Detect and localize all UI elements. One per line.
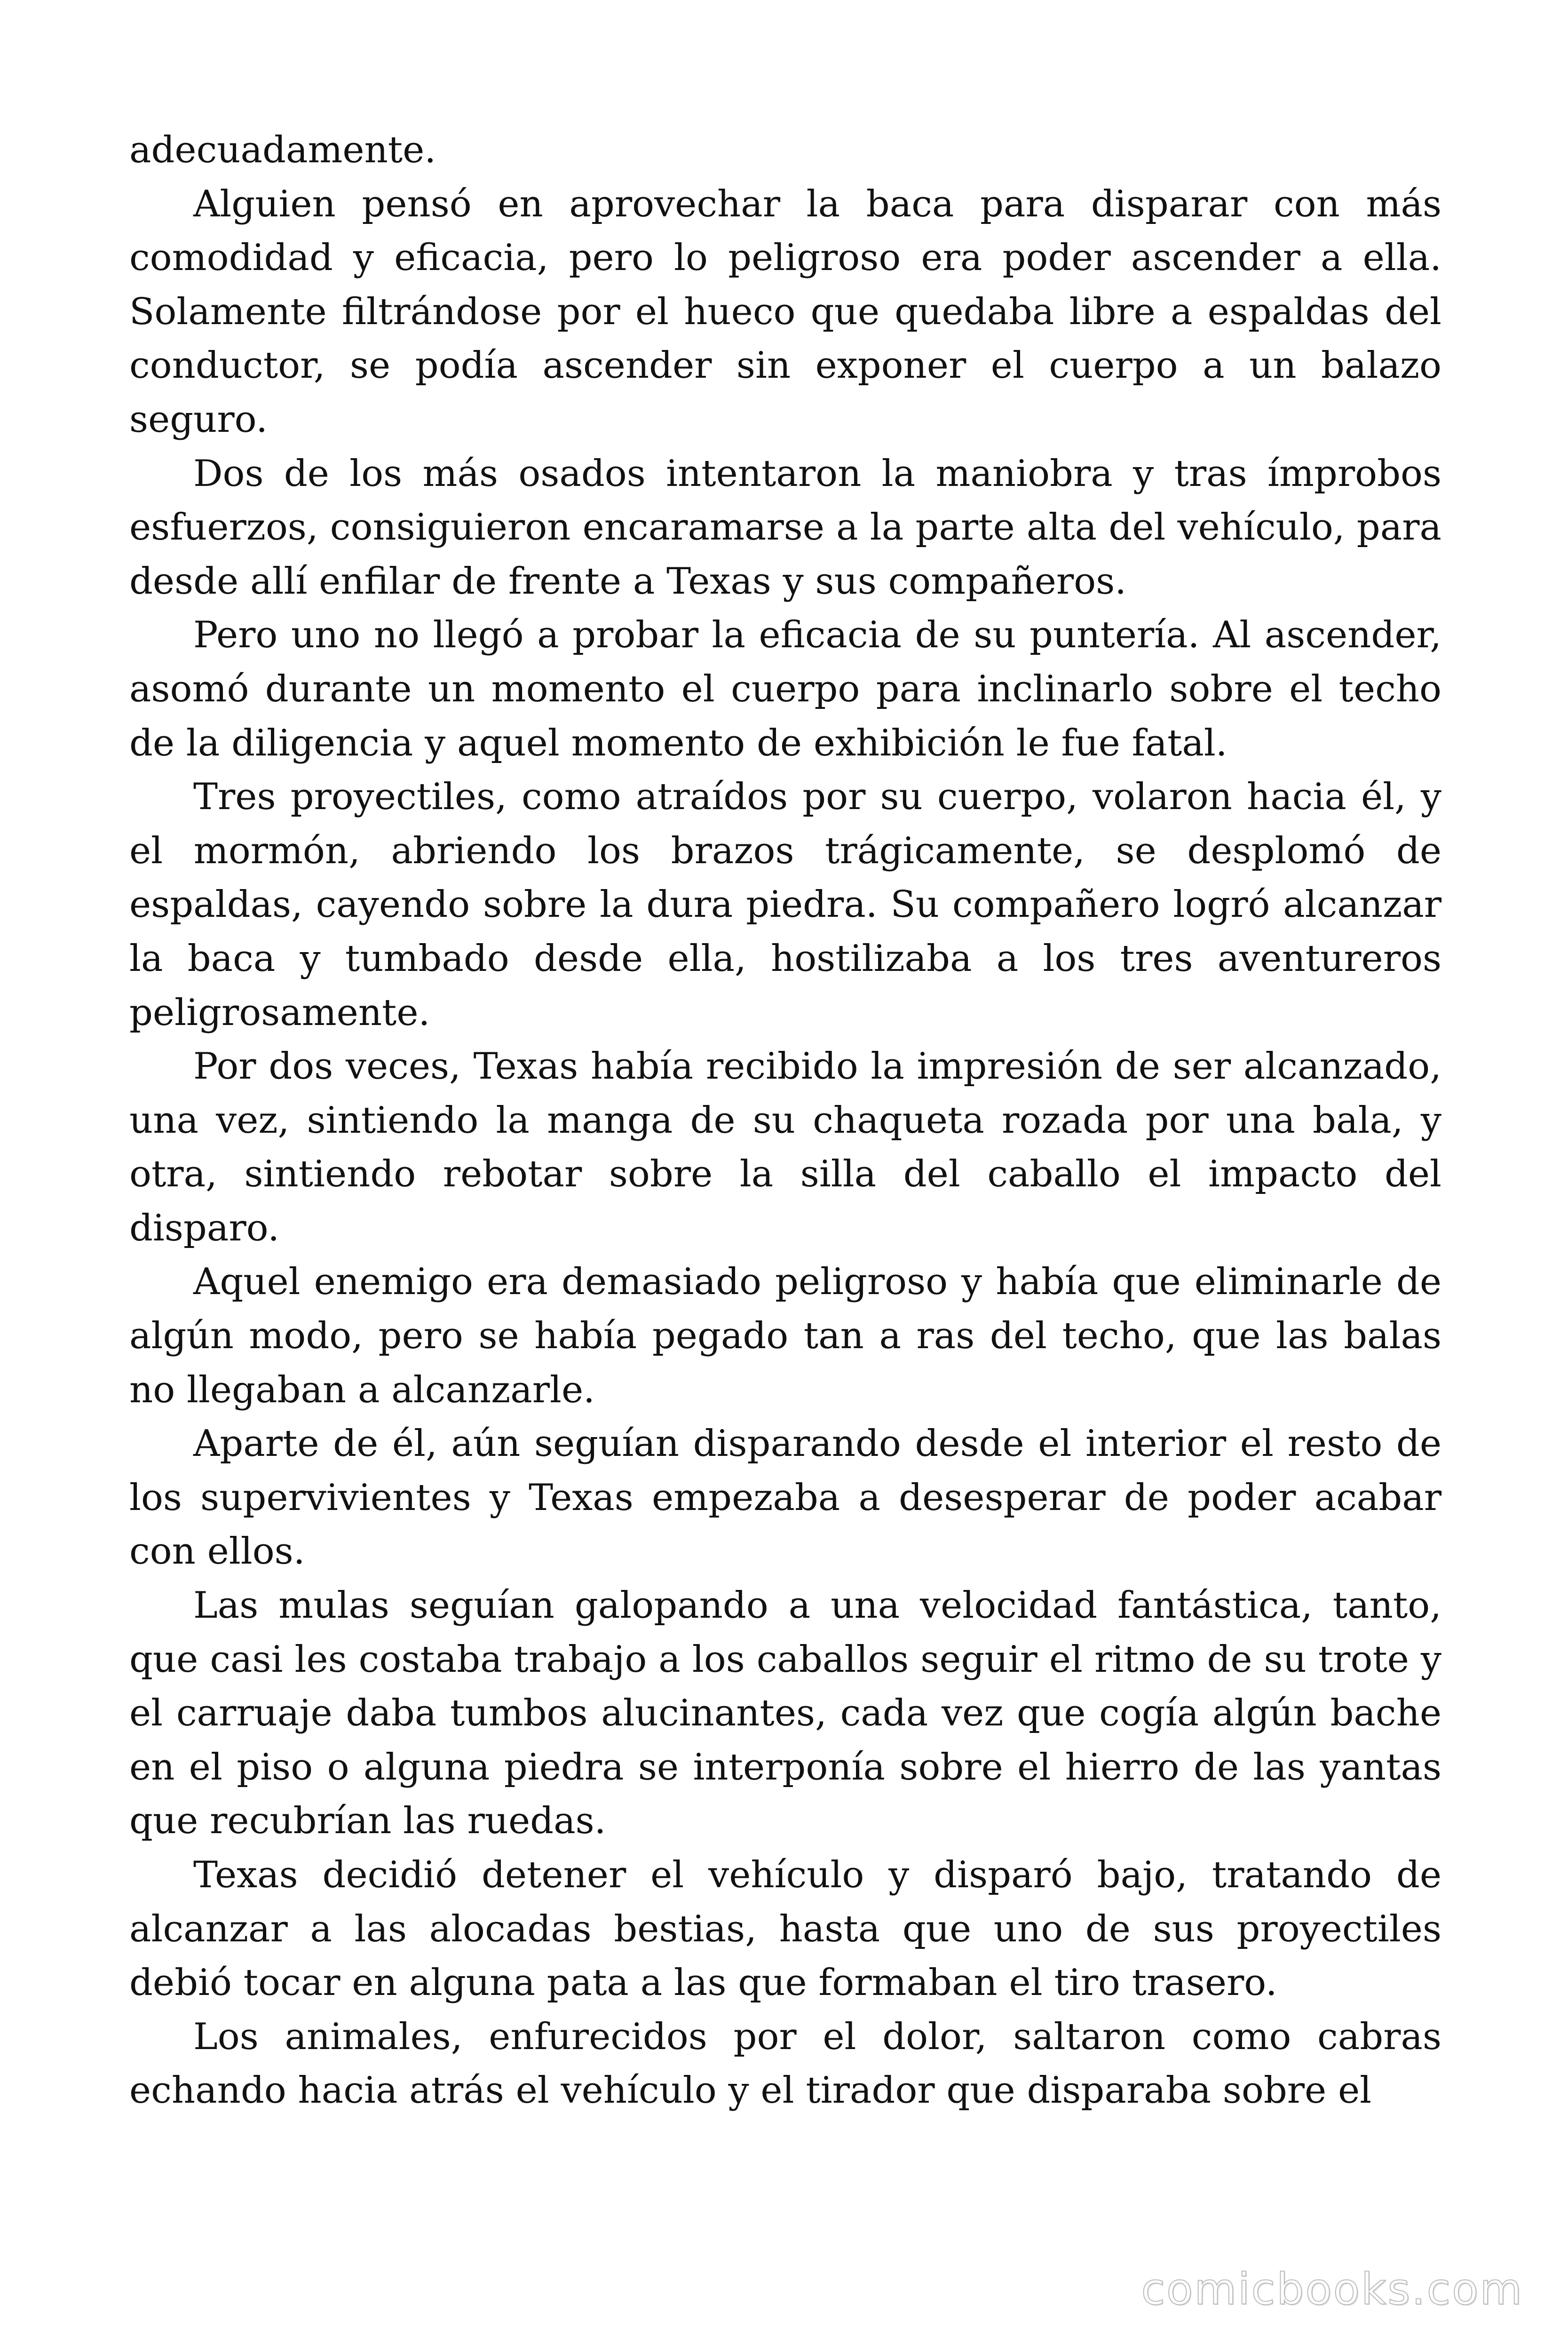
paragraph-4: Pero uno no llegó a probar la eficacia de su puntería. Al ascender, asomó durante un momento el cuerpo para inclinarlo sobre el techo de la diligencia y aquel momento de exhibición le fue fatal. xyxy=(129,614,1441,764)
paragraph-2: Alguien pensó en aprovechar la baca para disparar con más comodidad y eficacia, pero lo peligroso era poder ascender a ella. Solamente filtrándose por el hueco que quedaba libre a espaldas del conductor, se podía ascender sin exponer el cuerpo a un balazo seguro. xyxy=(129,183,1441,441)
paragraph-6: Por dos veces, Texas había recibido la impresión de ser alcanzado, una vez, sintiendo la manga de su chaqueta rozada por una bala, y otra, sintiendo rebotar sobre la silla del caballo el impacto del disparo. xyxy=(129,1045,1441,1249)
paragraph-7: Aquel enemigo era demasiado peligroso y había que eliminarle de algún modo, pero se había pegado tan a ras del techo, que las balas no llegaban a alcanzarle. xyxy=(129,1261,1441,1411)
paragraph-8: Aparte de él, aún seguían disparando desde el interior el resto de los supervivientes y Texas empezaba a desesperar de poder acabar con ellos. xyxy=(129,1422,1441,1573)
body-text xyxy=(129,123,1441,2118)
watermark-text: comicbooks.com xyxy=(1141,2264,1523,2314)
paragraph-1: adecuadamente. xyxy=(129,129,436,171)
paragraph-3: Dos de los más osados intentaron la maniobra y tras ímprobos esfuerzos, consiguieron encaramarse a la parte alta del vehículo, para desde allí enfilar de frente a Texas y sus compañeros. xyxy=(129,452,1441,603)
paragraph-5: Tres proyectiles, como atraídos por su cuerpo, volaron hacia él, y el mormón, abriendo los brazos trágicamente, se desplomó de espaldas, cayendo sobre la dura piedra. Su compañero logró alcanzar la baca y tumbado desde ella, hostilizaba a los tres aventureros peligrosamente. xyxy=(129,776,1441,1034)
paragraph-10: Texas decidió detener el vehículo y disparó bajo, tratando de alcanzar a las alocadas bestias, hasta que uno de sus proyectiles debió tocar en alguna pata a las que formaban el tiro trasero. xyxy=(129,1854,1441,2004)
paragraph-11: Los animales, enfurecidos por el dolor, saltaron como cabras echando hacia atrás el vehículo y el tirador que disparaba sobre el xyxy=(129,2015,1441,2112)
paragraph-9: Las mulas seguían galopando a una velocidad fantástica, tanto, que casi les costaba trabajo a los caballos seguir el ritmo de su trote y el carruaje daba tumbos alucinantes, cada vez que cogía algún bache en el piso o alguna piedra se interponía sobre el hierro de las yantas que recubrían las ruedas. xyxy=(129,1584,1441,1843)
